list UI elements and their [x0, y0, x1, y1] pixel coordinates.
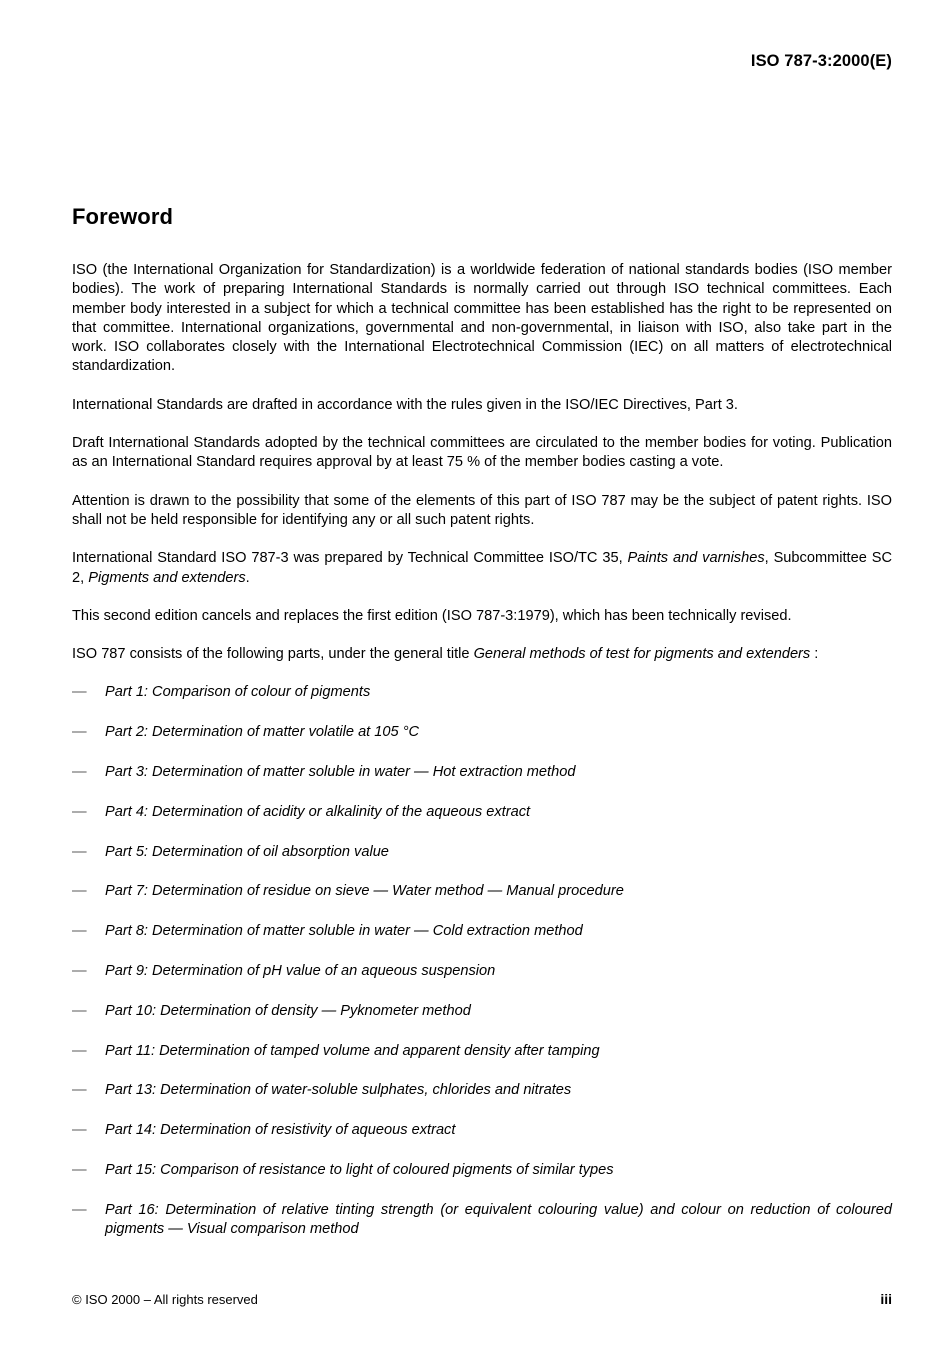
standard-reference: ISO 787-3:2000(E)	[750, 52, 892, 70]
tc-middle-text: , Subcommittee SC 2,	[72, 550, 892, 586]
paragraph-edition-note: This second edition cancels and replaces the first edition (ISO 787-3:1979), which has been technically revised.	[72, 607, 792, 624]
list-item	[72, 962, 892, 981]
list-item	[72, 683, 892, 702]
parts-intro-prefix: ISO 787 consists of the following parts, under the general title	[72, 646, 474, 663]
tc-subcommittee-title: Pigments and extenders	[88, 569, 246, 586]
paragraph-technical-committee	[72, 549, 892, 588]
section-title-foreword: Foreword	[72, 204, 174, 229]
list-item	[72, 803, 892, 822]
parts-general-title: General methods of test for pigments and extenders	[473, 646, 811, 663]
em-dash-bullet-icon: —	[72, 923, 87, 940]
em-dash-bullet-icon: —	[72, 1082, 87, 1099]
em-dash-bullet-icon: —	[72, 843, 87, 860]
page-footer	[72, 1291, 892, 1307]
list-item-label: Part 15: Comparison of resistance to light of coloured pigments of similar types	[105, 1162, 614, 1179]
copyright-notice: © ISO 2000 – All rights reserved	[72, 1292, 258, 1307]
em-dash-bullet-icon: —	[72, 963, 87, 980]
tc-suffix-text: .	[245, 569, 250, 586]
em-dash-bullet-icon: —	[72, 764, 87, 781]
em-dash-bullet-icon: —	[72, 883, 87, 900]
em-dash-bullet-icon: —	[72, 724, 87, 741]
parts-list	[72, 683, 892, 1239]
em-dash-bullet-icon: —	[72, 1042, 87, 1059]
list-item-label: Part 8: Determination of matter soluble in water — Cold extraction method	[105, 923, 583, 940]
paragraph-patent-rights: Attention is drawn to the possibility that some of the elements of this part of ISO 787 may be the subject of patent rights. ISO shall not be held responsible for identifying any or all such patent rights.	[72, 492, 892, 528]
list-item-label: Part 5: Determination of oil absorption value	[105, 843, 389, 860]
list-item-label: Part 10: Determination of density — Pyknometer method	[105, 1002, 471, 1019]
paragraph-iso-description: ISO (the International Organization for Standardization) is a worldwide federation of national standards bodies (ISO member bodies). The work of preparing International Standards is normally carried out through ISO technical committees. Each member body interested in a subject for which a technical committee has been established has the right to be represented on that committee. International organizations, governmental and non-governmental, in liaison with ISO, also take part in the work. ISO collaborates closely with the International Electrotechnical Commission (IEC) on all matters of electrotechnical standardization.	[72, 262, 892, 375]
list-item	[72, 763, 892, 782]
em-dash-bullet-icon: —	[72, 684, 87, 701]
tc-prefix-text: International Standard ISO 787-3 was prepared by Technical Committee ISO/TC 35,	[72, 550, 628, 567]
list-item-label: Part 3: Determination of matter soluble in water — Hot extraction method	[105, 764, 576, 781]
tc-committee-title: Paints and varnishes	[627, 550, 765, 567]
list-item-label: Part 14: Determination of resistivity of aqueous extract	[105, 1122, 456, 1139]
em-dash-bullet-icon: —	[72, 803, 87, 820]
paragraph-parts-intro	[72, 645, 892, 664]
parts-intro-suffix: :	[810, 646, 819, 663]
page-header	[72, 52, 892, 71]
list-item-label: Part 9: Determination of pH value of an aqueous suspension	[105, 963, 496, 980]
paragraph-drafting-rules: International Standards are drafted in accordance with the rules given in the ISO/IEC Directives, Part 3.	[72, 396, 738, 413]
list-item-label: Part 1: Comparison of colour of pigments	[105, 684, 371, 701]
em-dash-bullet-icon: —	[72, 1002, 87, 1019]
list-item	[72, 1121, 892, 1140]
list-item-label: Part 4: Determination of acidity or alkalinity of the aqueous extract	[105, 803, 531, 820]
list-item-label: Part 7: Determination of residue on sieve — Water method — Manual procedure	[105, 883, 624, 900]
list-item	[72, 1081, 892, 1100]
page-number: iii	[880, 1291, 892, 1307]
list-item-label: Part 2: Determination of matter volatile at 105 °C	[105, 724, 420, 741]
list-item-label: Part 13: Determination of water-soluble sulphates, chlorides and nitrates	[105, 1082, 572, 1099]
em-dash-bullet-icon: —	[72, 1162, 87, 1179]
list-item	[72, 1161, 892, 1180]
em-dash-bullet-icon: —	[72, 1122, 87, 1139]
page-content	[72, 204, 892, 1260]
list-item	[72, 922, 892, 941]
list-item-label: Part 16: Determination of relative tinting strength (or equivalent colouring value) and colour on reduction of coloured pigments — Visual comparison method	[105, 1201, 892, 1238]
em-dash-bullet-icon: —	[72, 1201, 87, 1218]
paragraph-voting: Draft International Standards adopted by the technical committees are circulated to the member bodies for voting. Publication as an International Standard requires approval by at least 75 % of the member bodies casting a vote.	[72, 435, 892, 471]
list-item	[72, 723, 892, 742]
list-item	[72, 1042, 892, 1061]
list-item	[72, 843, 892, 862]
list-item	[72, 1201, 892, 1240]
list-item-label: Part 11: Determination of tamped volume and apparent density after tamping	[105, 1042, 600, 1059]
list-item	[72, 882, 892, 901]
list-item	[72, 1002, 892, 1021]
